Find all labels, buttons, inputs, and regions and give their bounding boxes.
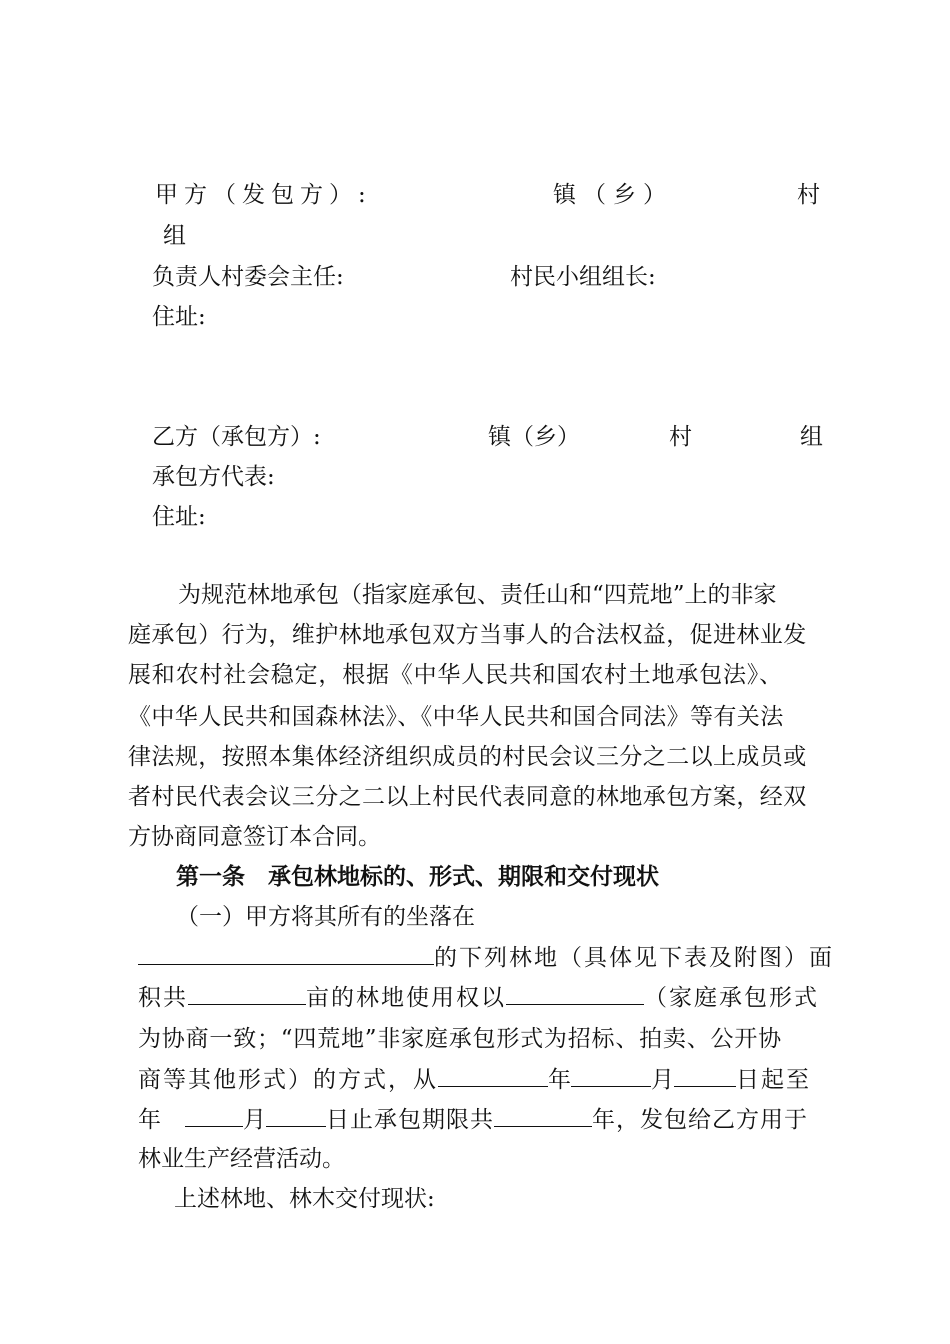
- party-a-label: 甲方（发包方）:: [155, 182, 372, 208]
- party-a-leader-label: 负责人村委会主任:: [152, 264, 344, 290]
- party-a-group: 组: [163, 223, 186, 249]
- delivery-status-label: 上述林地、林木交付现状:: [174, 1186, 435, 1212]
- party-a-town: 镇（乡）: [553, 182, 673, 208]
- party-b-town: 镇（乡）: [488, 424, 580, 450]
- term-years-blank: [494, 1104, 592, 1127]
- party-a-group-leader-label: 村民小组组长:: [510, 264, 656, 290]
- party-b-rep-label: 承包方代表:: [152, 464, 275, 490]
- clause-line-6: 年 月 日止承包期限共 年，发包给乙方用于: [138, 1104, 808, 1135]
- party-b-village: 村: [669, 424, 692, 450]
- preamble-line-1: 为规范林地承包（指家庭承包、责任山和“四荒地”上的非家: [178, 582, 777, 608]
- start-day-blank: [674, 1064, 736, 1087]
- preamble-line-2: 庭承包）行为，维护林地承包双方当事人的合法权益，促进林业发: [128, 622, 807, 648]
- party-b-label: 乙方（承包方）:: [152, 424, 321, 450]
- preamble-line-4: 《中华人民共和国森林法》、《中华人民共和国合同法》等有关法: [128, 704, 784, 730]
- clause-1-intro: （一）甲方将其所有的坐落在: [176, 904, 475, 930]
- preamble-line-7: 方协商同意签订本合同。: [128, 824, 381, 850]
- clause-line-4: 为协商一致；“四荒地”非家庭承包形式为招标、拍卖、公开协: [138, 1026, 782, 1052]
- party-a-village: 村: [797, 182, 820, 208]
- preamble-line-3: 展和农村社会稳定，根据《中华人民共和国农村土地承包法》、: [128, 662, 783, 688]
- clause-line-3: 积共 亩的林地使用权以 （家庭承包形式: [138, 982, 819, 1013]
- start-month-blank: [571, 1064, 651, 1087]
- form-blank: [506, 982, 644, 1005]
- article-1-title: 第一条 承包林地标的、形式、期限和交付现状: [176, 863, 659, 890]
- end-month-blank: [185, 1104, 243, 1127]
- clause-line-2: 的下列林地（具体见下表及附图）面: [138, 942, 834, 973]
- party-b-address-label: 住址:: [152, 504, 206, 530]
- start-year-blank: [438, 1064, 548, 1087]
- party-a-address-label: 住址:: [152, 304, 206, 330]
- party-b-group: 组: [800, 424, 823, 450]
- clause-line-7: 林业生产经营活动。: [138, 1146, 345, 1172]
- area-blank: [188, 982, 306, 1005]
- preamble-line-6: 者村民代表会议三分之二以上村民代表同意的林地承包方案，经双: [128, 784, 807, 810]
- end-day-blank: [266, 1104, 326, 1127]
- clause-line-5: 商等其他形式）的方式，从 年 月 日起至: [138, 1064, 811, 1095]
- location-blank: [138, 942, 434, 965]
- preamble-line-5: 律法规，按照本集体经济组织成员的村民会议三分之二以上成员或: [128, 744, 807, 770]
